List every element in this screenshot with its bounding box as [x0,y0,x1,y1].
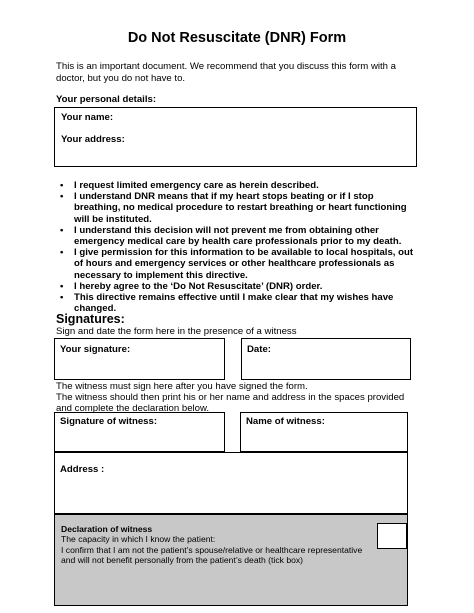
term-text: I understand DNR means that if my heart stops beating or if I stop breathing, no medical procedure to restart breathing or heart functioning will be instituted. [74,191,407,225]
witness-address-box[interactable] [54,452,408,514]
dnr-terms-list [56,180,416,314]
your-signature-label: Your signature: [60,344,131,355]
witness-instructions [56,381,416,415]
bullet-icon: • [60,247,64,259]
signatures-instruction: Sign and date the form here in the presence of a witness [56,326,297,337]
declaration-tick-box[interactable] [377,523,407,549]
declaration-line-1: The capacity in which I know the patient: [61,534,216,545]
witness-name-label: Name of witness: [246,416,325,427]
personal-details-heading: Your personal details: [56,94,157,105]
witness-declaration [54,514,408,606]
term-text: I request limited emergency care as herein described. [74,180,319,191]
term-text: This directive remains effective until I make clear that my wishes have changed. [74,292,394,315]
bullet-icon: • [60,292,64,304]
declaration-text [61,524,376,566]
list-item [56,180,416,191]
witness-instruction-1: The witness must sign here after you have signed the form. [56,381,308,392]
term-text: I give permission for this information to be available to local hospitals, out of hours and emergency services or other healthcare professionals as necessary to implement this directive. [74,247,414,281]
list-item [56,225,416,247]
declaration-title: Declaration of witness [61,524,153,534]
bullet-icon: • [60,191,64,203]
your-address-label: Your address: [61,134,125,145]
declaration-line-2: I confirm that I am not the patient’s spouse/relative or healthcare representative and will not benefit personally from the patient’s death (tick box) [61,544,363,566]
date-box[interactable] [241,338,411,380]
term-text: I hereby agree to the ‘Do Not Resuscitate’ (DNR) order. [74,280,323,292]
list-item [56,191,416,225]
witness-signature-box[interactable] [54,412,225,452]
intro-text: This is an important document. We recommend that you discuss this form with a doctor, but you do not have to. [56,61,397,84]
witness-address-label: Address : [60,464,105,475]
list-item [56,281,416,292]
your-signature-box[interactable] [54,338,225,380]
signatures-heading: Signatures: [56,312,125,326]
term-text: I understand this decision will not prevent me from obtaining other emergency medical care by health care professionals prior to my death. [74,224,402,248]
your-name-label: Your name: [61,112,114,123]
personal-details-box[interactable] [54,107,417,167]
form-title: Do Not Resuscitate (DNR) Form [127,30,347,46]
list-item [56,247,416,281]
bullet-icon: • [60,180,64,191]
bullet-icon: • [60,224,64,236]
bullet-icon: • [60,280,64,292]
witness-instruction-2: The witness should then print his or her name and address in the spaces provided and complete the declaration below. [56,392,405,415]
witness-signature-label: Signature of witness: [60,416,158,427]
date-label: Date: [247,344,271,355]
witness-name-box[interactable] [240,412,408,452]
